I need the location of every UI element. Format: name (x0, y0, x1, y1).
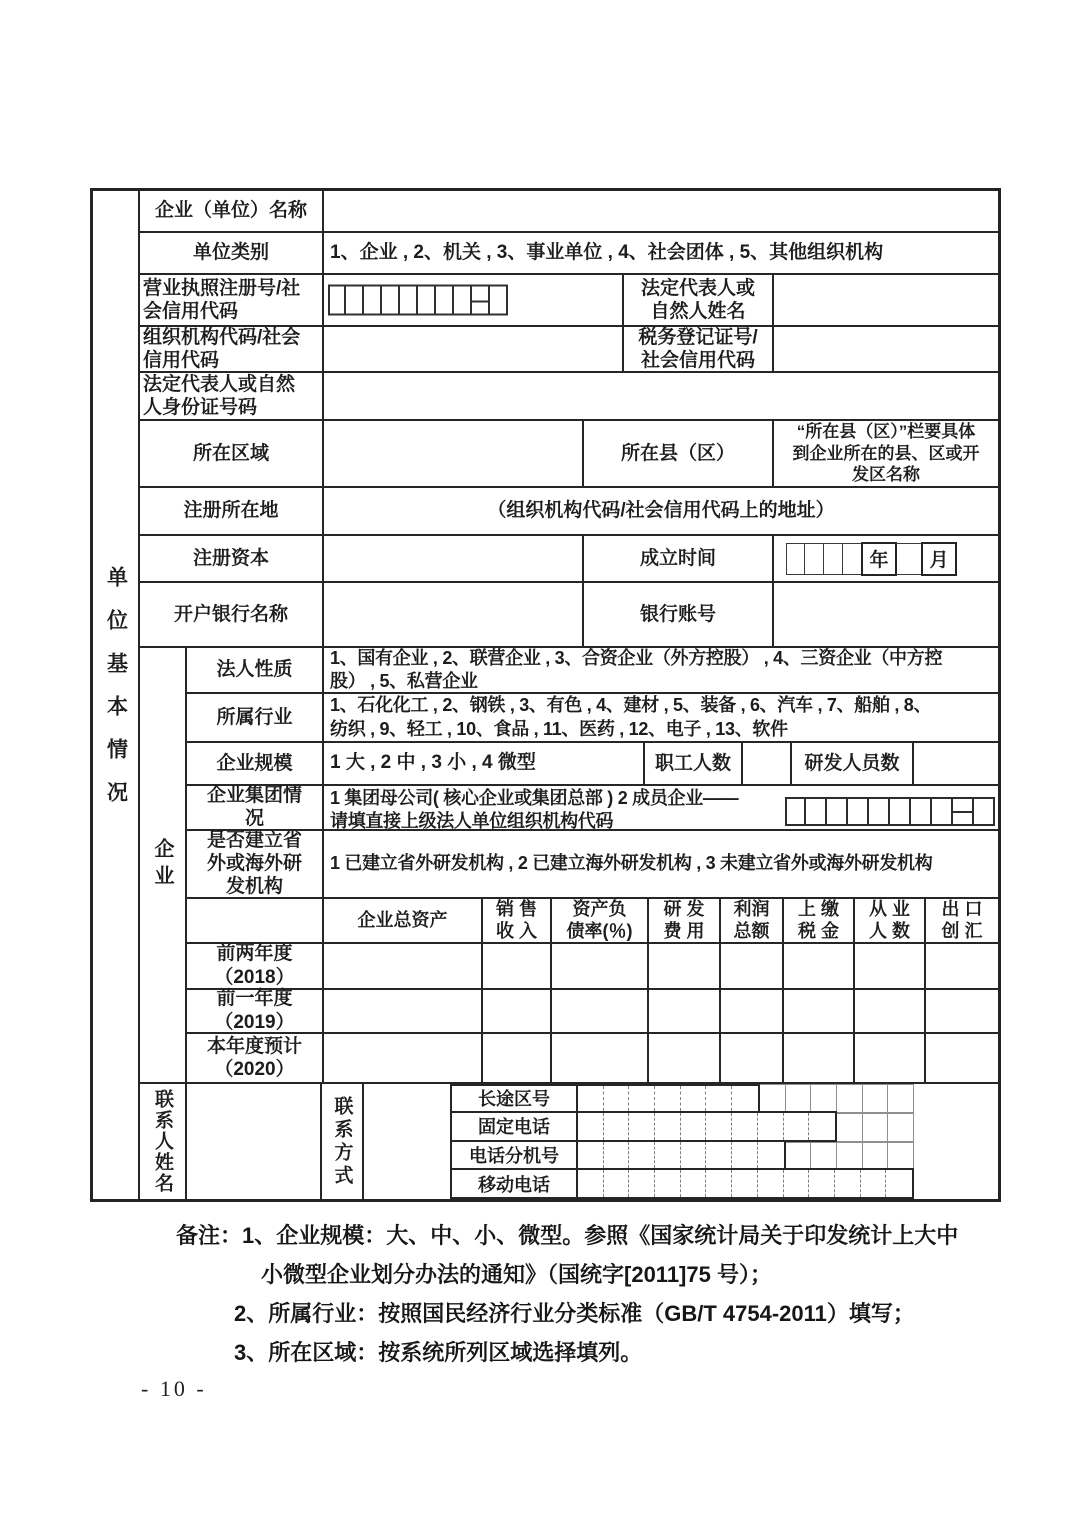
phone-row-landline (450, 1113, 918, 1142)
financial-input-cell (926, 990, 998, 1032)
unit-type-label: 单位类别 (140, 233, 324, 273)
contact-name-input-cell (187, 1084, 322, 1199)
financial-input-cell (721, 990, 784, 1032)
company-name-label: 企业（单位）名称 (140, 191, 324, 231)
phone-row-mobile (450, 1170, 918, 1199)
financial-header-cell: 出 口 创 汇 (941, 898, 983, 942)
financial-input-cell (552, 944, 649, 988)
group-status-options (324, 786, 998, 832)
landline-boxes (576, 1111, 837, 1142)
row-legal-rep-id (140, 373, 998, 421)
enterprise-side-label: 企业 (151, 838, 173, 892)
registered-capital-input-cell (324, 536, 584, 581)
org-code-label: 组织机构代码/社会 信用代码 (140, 327, 324, 371)
region-label: 所在区域 (140, 421, 324, 486)
company-name-input-cell (324, 191, 998, 231)
financial-input-cell (926, 944, 998, 988)
row-enterprise-scale (187, 743, 998, 786)
registered-address-hint: （组织机构代码/社会信用代码上的地址） (487, 499, 835, 521)
industry-options: 1、石化化工 , 2、钢铁 , 3、有色 , 4、建材 , 5、装备 , 6、汽车 , 7、船舶 , 8、 纺织 , 9、轻工 , 10、食品 , 11、医药 , 12、电子 , 13、软件 (330, 695, 932, 739)
row-registered-capital (140, 536, 998, 583)
financial-input-cell (855, 1034, 926, 1082)
group-status-text: 1 集团母公司( 核心企业或集团总部 ) 2 成员企业—— 请填直接上级法人单位组织机构代码 (330, 787, 739, 832)
year-box: 年 (861, 542, 897, 576)
footnote-line: 小微型企业划分办法的通知》（国统字[2011]75 号）； (261, 1262, 772, 1287)
footnote-line: 3、所在区域：按系统所列区域选择填列。 (234, 1340, 643, 1365)
row-org-code (140, 327, 998, 373)
employee-count-input-cell (743, 743, 792, 784)
rnd-institution-options: 1 已建立省外研发机构 , 2 已建立海外研发机构 , 3 未建立省外或海外研发机构 (330, 852, 933, 873)
contact-method-label: 联系方式 (331, 1095, 353, 1188)
registered-capital-label: 注册资本 (140, 536, 324, 581)
county-note: “所在县（区）”栏要具体 到企业所在的县、区或开 发区名称 (792, 421, 980, 485)
enterprise-scale-options: 1 大 , 2 中 , 3 小 , 4 微型 (324, 743, 645, 784)
phone-row-area-code (450, 1084, 918, 1113)
financial-input-cell (324, 944, 483, 988)
establish-date-label: 成立时间 (584, 536, 774, 581)
page-number: - 10 - (141, 1376, 207, 1401)
financial-input-cell (649, 990, 721, 1032)
financial-input-cell (649, 944, 721, 988)
business-license-label: 营业执照注册号/社 会信用代码 (140, 275, 324, 325)
table-main-area (140, 191, 998, 1199)
enterprise-main-area (187, 648, 998, 1082)
financial-input-cell (784, 1034, 855, 1082)
month-box: 月 (921, 542, 957, 576)
county-label: 所在县（区） (584, 421, 774, 486)
row-group-status (187, 786, 998, 831)
rnd-staff-count-input-cell (914, 743, 998, 784)
registered-address-label: 注册所在地 (140, 488, 324, 534)
industry-label: 所属行业 (187, 694, 324, 741)
financial-input-cell (483, 990, 552, 1032)
financial-input-cell (926, 1034, 998, 1082)
row-registered-address (140, 488, 998, 536)
section-side-label: 单位基本情况 (104, 566, 128, 824)
contact-name-label: 联系人姓名 (152, 1089, 173, 1194)
phone-row-label: 电话分机号 (450, 1140, 578, 1171)
bank-account-label: 银行账号 (584, 583, 774, 646)
financial-header-cell: 上 缴 税 金 (784, 899, 855, 942)
contact-method-side-cell (322, 1084, 364, 1199)
bank-name-label: 开户银行名称 (140, 583, 324, 646)
row-unit-type (140, 233, 998, 275)
enterprise-scale-label: 企业规模 (187, 743, 324, 784)
footnote-line: 备注：1、企业规模：大、中、小、微型。参照《国家统计局关于印发统计上大中 (176, 1223, 959, 1248)
year-row-label: 本年度预计 （2020） (187, 1034, 324, 1082)
row-bank (140, 583, 998, 648)
bank-account-input-cell (774, 583, 998, 646)
legal-nature-label: 法人性质 (187, 648, 324, 692)
phone-row-label: 长途区号 (450, 1084, 578, 1113)
region-input-cell (324, 421, 584, 486)
establish-date-input-cell (774, 536, 998, 581)
tax-reg-label: 税务登记证号/ 社会信用代码 (624, 327, 774, 371)
rnd-institution-label: 是否建立省 外或海外研 发机构 (187, 831, 324, 897)
financial-input-cell (721, 944, 784, 988)
financial-input-cell (784, 990, 855, 1032)
unit-type-options: 1、企业 , 2、机关 , 3、事业单位 , 4、社会团体 , 5、其他组织机构 (330, 241, 884, 263)
row-company-name (140, 191, 998, 233)
financial-input-cell (324, 990, 483, 1032)
financial-input-cell (855, 990, 926, 1032)
establish-date-boxes (786, 542, 957, 576)
row-region (140, 421, 998, 488)
financial-input-cell (552, 1034, 649, 1082)
financial-header-cell: 资产负 债率(％) (552, 899, 649, 942)
financial-header-row (187, 899, 998, 944)
legal-rep-name-label: 法定代表人或 自然人姓名 (624, 275, 774, 325)
legal-rep-name-input-cell (774, 275, 998, 325)
financial-input-cell (552, 990, 649, 1032)
area-code-boxes (576, 1084, 760, 1113)
contact-row (140, 1084, 998, 1199)
financial-header-cell: 从 业 人 数 (855, 899, 926, 942)
business-license-input-cell (324, 275, 624, 325)
section-side-cell (93, 191, 140, 1199)
mobile-boxes (576, 1168, 914, 1199)
contact-spacer-cell (364, 1084, 450, 1199)
financial-header-cell: 研 发 费 用 (649, 899, 721, 942)
contact-name-side-cell (140, 1084, 187, 1199)
enterprise-side-cell (140, 648, 187, 1082)
financial-input-cell (721, 1034, 784, 1082)
contact-right-spacer (918, 1084, 998, 1199)
financial-header-cell: 企业总资产 (324, 899, 483, 942)
unit-basic-info-table (90, 188, 1001, 1202)
financial-input-cell (649, 1034, 721, 1082)
org-code-input-cell (324, 327, 624, 371)
row-rnd-institution (187, 831, 998, 899)
financial-input-cell (784, 944, 855, 988)
legal-rep-id-input-cell (324, 373, 998, 419)
row-industry (187, 694, 998, 743)
rnd-staff-count-label: 研发人员数 (792, 743, 914, 784)
extension-boxes (576, 1140, 786, 1171)
year-row-label: 前一年度 （2019） (187, 990, 324, 1032)
license-code-boxes (328, 285, 508, 316)
phone-row-label: 固定电话 (450, 1111, 578, 1142)
legal-rep-id-label: 法定代表人或自然 人身份证号码 (140, 373, 324, 419)
footnotes (176, 1216, 959, 1372)
employee-count-label: 职工人数 (645, 743, 743, 784)
year-row-label: 前两年度 （2018） (187, 944, 324, 988)
phone-row-label: 移动电话 (450, 1168, 578, 1199)
phone-row-extension (450, 1142, 918, 1171)
footnote-line: 2、所属行业：按照国民经济行业分类标准（GB/T 4754-2011）填写； (234, 1301, 915, 1326)
financial-input-cell (483, 1034, 552, 1082)
financial-input-cell (483, 944, 552, 988)
row-legal-nature (187, 648, 998, 694)
enterprise-section (140, 648, 998, 1084)
financial-row-2019 (187, 990, 998, 1034)
bank-name-input-cell (324, 583, 584, 646)
financial-input-cell (324, 1034, 483, 1082)
group-status-label: 企业集团情 况 (187, 786, 324, 829)
tax-reg-input-cell (774, 327, 998, 371)
financial-row-2018 (187, 944, 998, 990)
financial-header-cell: 销 售 收 入 (483, 899, 552, 942)
parent-org-code-boxes (785, 797, 995, 826)
row-business-license (140, 275, 998, 327)
financial-header-cell: 利润 总额 (721, 899, 784, 942)
legal-nature-options: 1、国有企业 , 2、联营企业 , 3、合资企业（外方控股） , 4、三资企业（中方控 股） , 5、私营企业 (330, 647, 943, 691)
financial-corner-cell (187, 899, 324, 942)
contact-phone-table (450, 1084, 918, 1199)
financial-input-cell (855, 944, 926, 988)
financial-row-2020 (187, 1034, 998, 1082)
